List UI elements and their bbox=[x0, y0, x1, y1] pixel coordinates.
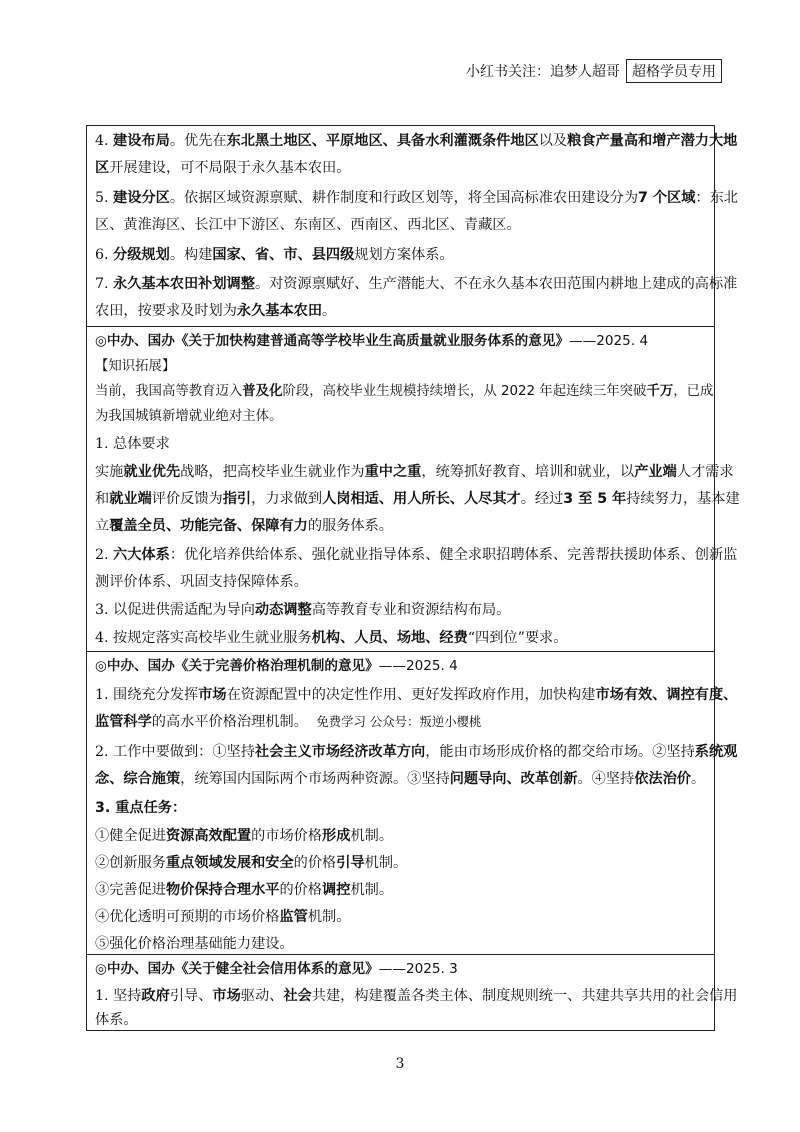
paragraph-four-in-place: 4. 按规定落实高校毕业生就业服务机构、人员、场地、经费“四到位”要求。 bbox=[95, 630, 568, 646]
paragraph-work: 2. 工作中要做到：①坚持社会主义市场经济改革方向，能由市场形成价格的都交给市场。②坚持系统观 bbox=[95, 744, 738, 760]
follow-text: 小红书关注：追梦人超哥 bbox=[466, 64, 620, 80]
task-item: ②创新服务重点领域发展和安全的价格引导机制。 bbox=[95, 855, 408, 871]
subheading-key-tasks: 3. 重点任务： bbox=[95, 800, 187, 816]
paragraph-credit: 1. 坚持政府引导、市场驱动、社会共建，构建覆盖各类主体、制度规则统一、共建共享共用的社会信用 bbox=[95, 988, 738, 1004]
paragraph-six-systems-cont: 测评价体系、巩固支持保障体系。 bbox=[95, 574, 308, 590]
credit-system-section bbox=[87, 954, 738, 1030]
paragraph-credit-cont: 体系。 bbox=[95, 1012, 138, 1028]
paragraph-zoning: 5. 建设分区。依据区域资源禀赋、耕作制度和行政区划等，将全国高标准农田建设分为7 个区域：东北 bbox=[95, 190, 738, 206]
paragraph-layout: 4. 建设布局。优先在东北黑土地区、平原地区、具备水利灌溉条件地区以及粮食产量高和增产潜力大地 bbox=[95, 133, 738, 149]
section-title: ◎中办、国办《关于完善价格治理机制的意见》——2025. 4 bbox=[95, 658, 458, 674]
section-title: ◎中办、国办《关于加快构建普通高等学校毕业生高质量就业服务体系的意见》——2025. 4 bbox=[95, 333, 649, 349]
paragraph-six-systems: 2. 六大体系：优化培养供给体系、强化就业指导体系、健全求职招聘体系、完善帮扶援助体系、创新监 bbox=[95, 547, 738, 563]
knowledge-text-cont: 为我国城镇新增就业绝对主体。 bbox=[95, 409, 283, 424]
paragraph-strategy-cont: 和就业端评价反馈为指引，力求做到人岗相适、用人所长、人尽其才。经过3 至 5 年持续努力，基本建 bbox=[95, 491, 740, 507]
content-table bbox=[86, 125, 740, 1031]
paragraph-supplement-cont: 农田，按要求及时划为永久基本农田。 bbox=[95, 303, 337, 319]
task-item: ③完善促进物价保持合理水平的价格调控机制。 bbox=[95, 882, 394, 898]
task-item: ④优化透明可预期的市场价格监管机制。 bbox=[95, 909, 351, 925]
employment-section bbox=[87, 326, 740, 651]
knowledge-label: 【知识拓展】 bbox=[95, 359, 176, 374]
paragraph-layout-cont: 区开展建设，可不局限于永久基本农田。 bbox=[95, 160, 351, 176]
paragraph-adjust: 3. 以促进供需适配为导向动态调整高等教育专业和资源结构布局。 bbox=[95, 602, 511, 618]
exclusive-badge: 超格学员专用 bbox=[626, 59, 722, 83]
paragraph-strategy-end: 立覆盖全员、功能完备、保障有力的服务体系。 bbox=[95, 518, 393, 534]
page-header bbox=[466, 59, 722, 83]
paragraph-market-cont: 监管科学的高水平价格治理机制。 免费学习 公众号：叛逆小樱桃 bbox=[95, 714, 482, 730]
page-number: 3 bbox=[395, 1056, 405, 1072]
paragraph-market: 1. 围绕充分发挥市场在资源配置中的决定性作用、更好发挥政府作用，加快构建市场有效、调控有度、 bbox=[95, 687, 738, 703]
promo-text: 免费学习 公众号：叛逆小樱桃 bbox=[316, 714, 482, 729]
farmland-section bbox=[87, 126, 738, 326]
task-item: ⑤强化价格治理基础能力建设。 bbox=[95, 936, 294, 952]
subheading-overall: 1. 总体要求 bbox=[95, 436, 170, 452]
task-item: ①健全促进资源高效配置的市场价格形成机制。 bbox=[95, 828, 394, 844]
paragraph-planning: 6. 分级规划。构建国家、省、市、县四级规划方案体系。 bbox=[95, 247, 454, 263]
paragraph-zoning-cont: 区、黄淮海区、长江中下游区、东南区、西南区、西北区、青藏区。 bbox=[95, 217, 521, 233]
knowledge-text: 当前，我国高等教育迈入普及化阶段，高校毕业生规模持续增长，从 2022 年起连续三年突破千万，已成 bbox=[95, 384, 714, 399]
paragraph-supplement: 7. 永久基本农田补划调整。对资源禀赋好、生产潜能大、不在永久基本农田范围内耕地上建成的高标准 bbox=[95, 276, 738, 292]
section-title: ◎中办、国办《关于健全社会信用体系的意见》——2025. 3 bbox=[95, 961, 458, 977]
price-governance-section bbox=[87, 651, 738, 954]
paragraph-work-cont: 念、综合施策，统筹国内国际两个市场两种资源。③坚持问题导向、改革创新。④坚持依法治价。 bbox=[95, 771, 706, 787]
paragraph-strategy: 实施就业优先战略，把高校毕业生就业作为重中之重，统筹抓好教育、培训和就业，以产业端人才需求 bbox=[95, 464, 734, 480]
